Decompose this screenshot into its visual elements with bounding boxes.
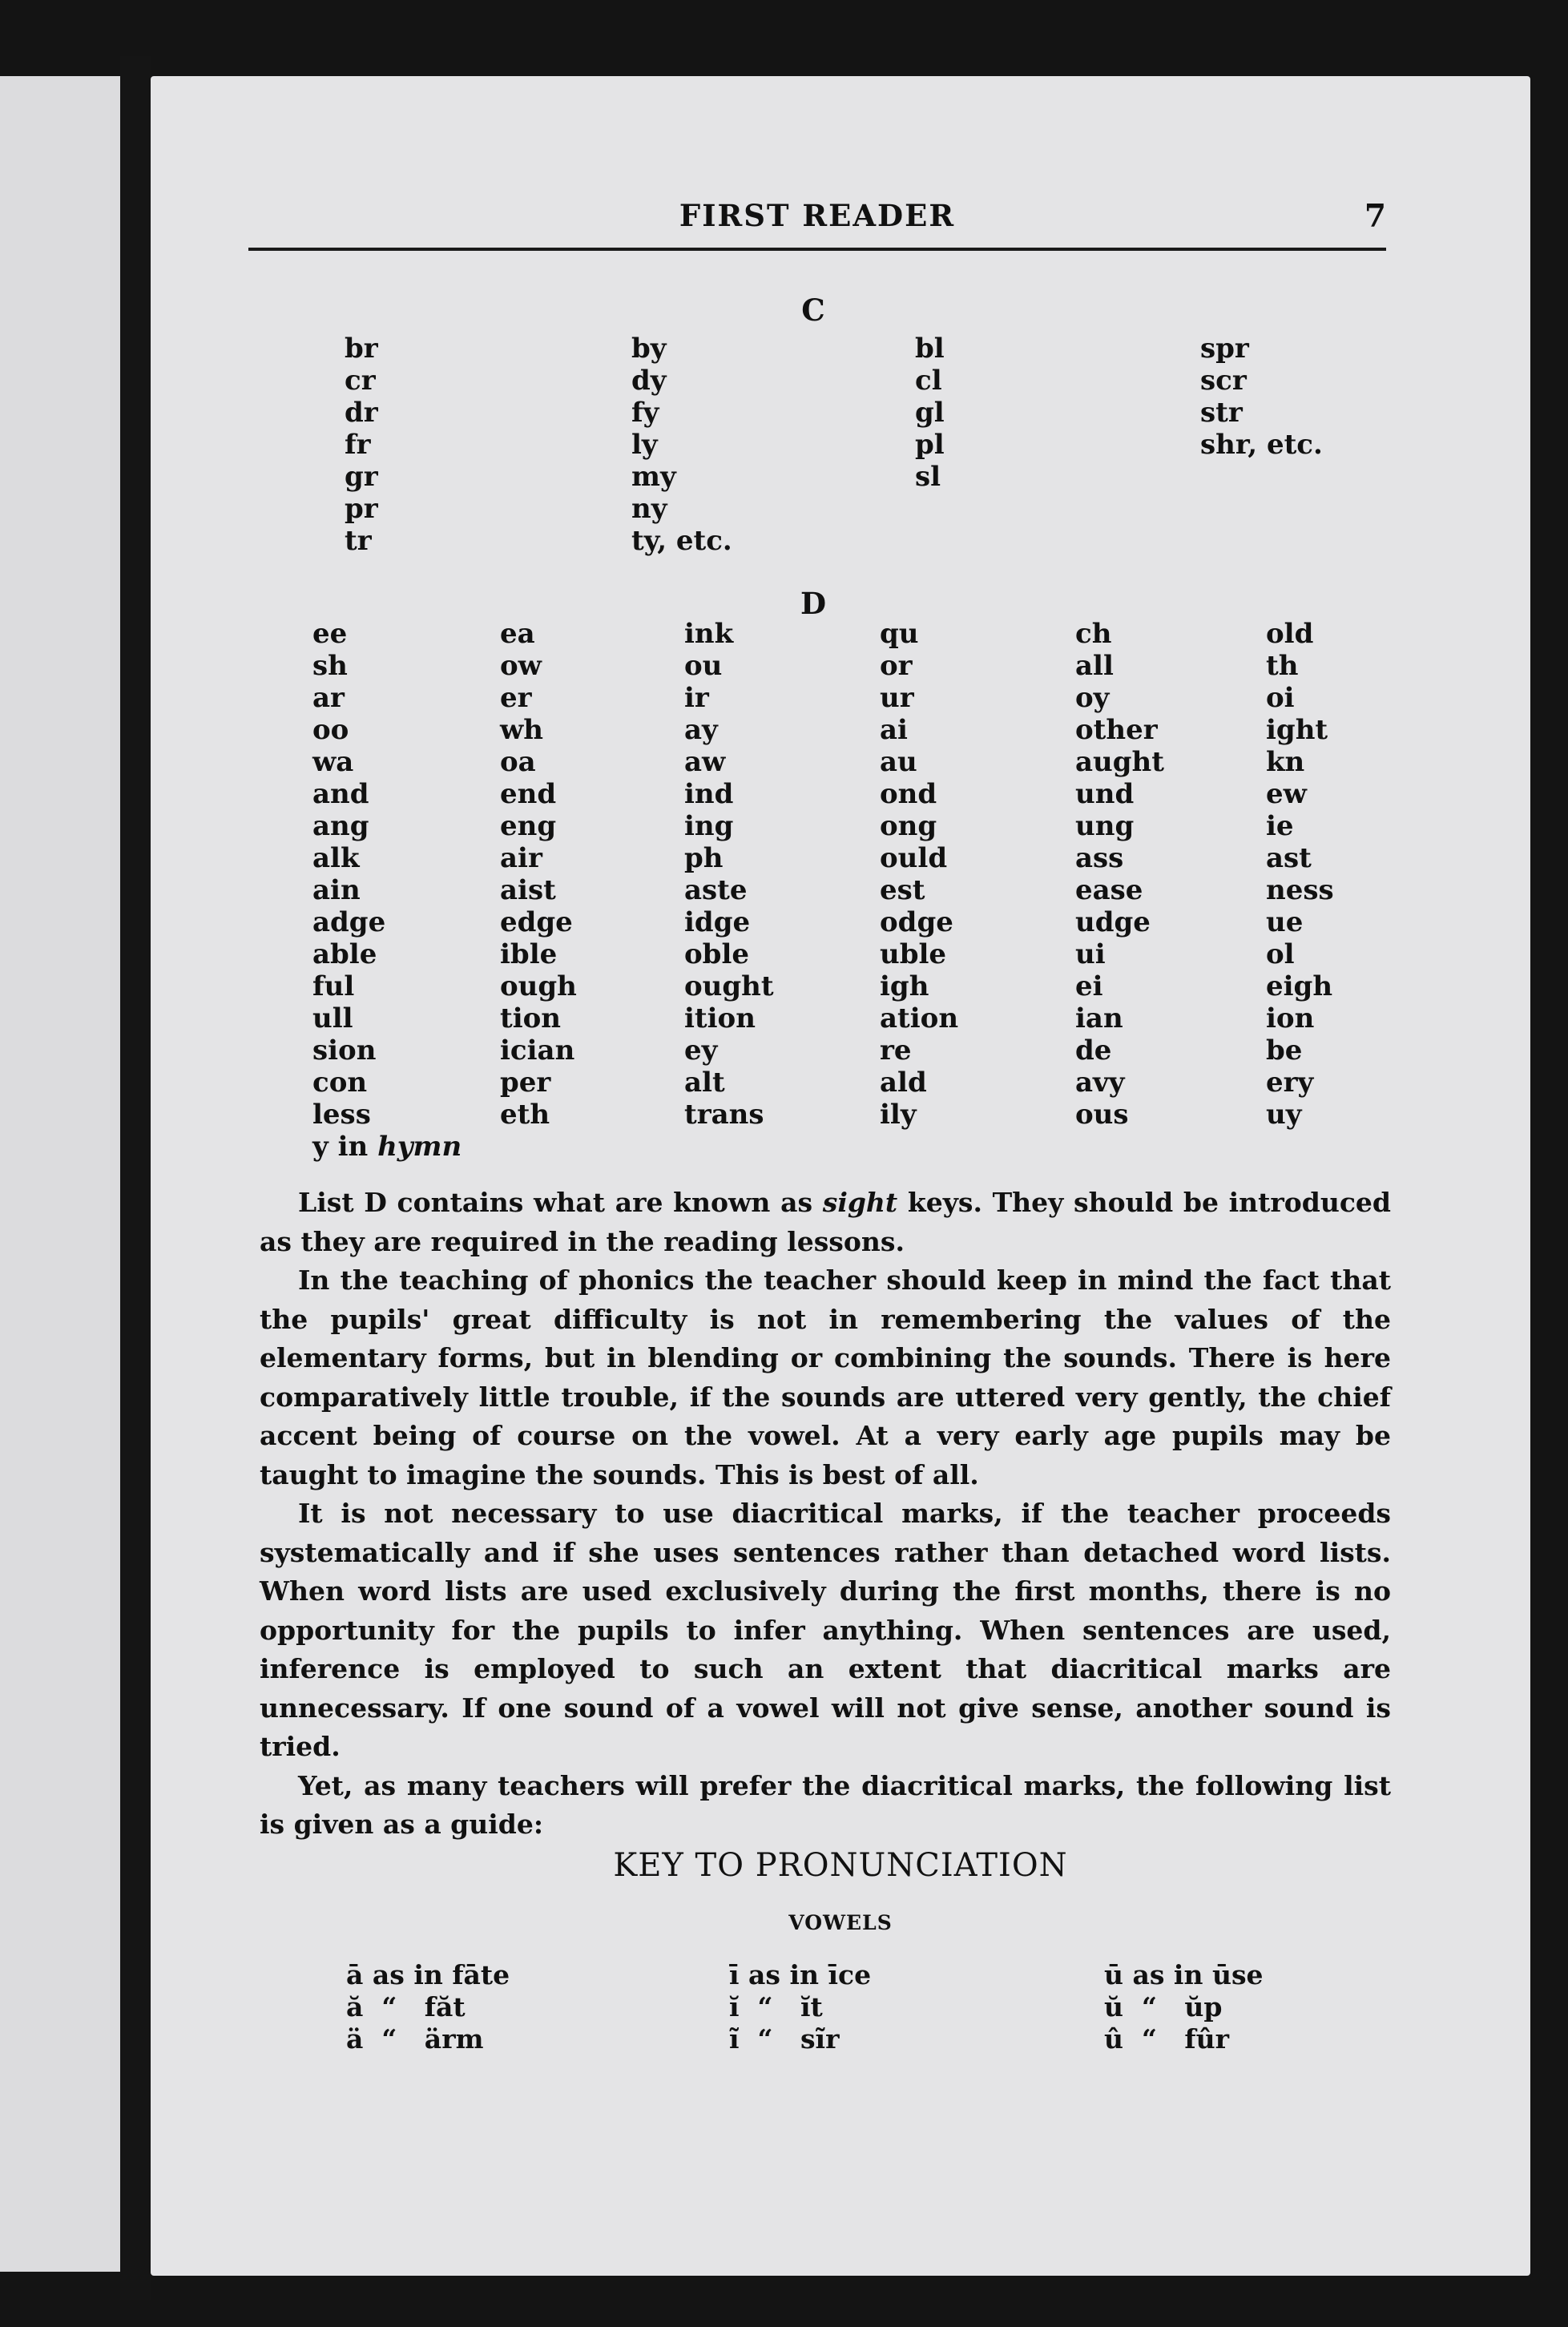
list-item: or [880, 650, 913, 682]
list-item: eth [500, 1099, 550, 1131]
list-item: ph [684, 842, 724, 874]
list-item: fy [631, 397, 659, 429]
list-item: sl [915, 461, 941, 493]
list-item: ow [500, 650, 542, 682]
list-item: ung [1075, 810, 1135, 842]
key-row: ŭ “ ŭp [1104, 1991, 1223, 2023]
list-item: qu [880, 618, 919, 650]
footnote-prefix: y in [312, 1131, 378, 1163]
key-row: ī as in īce [729, 1959, 872, 1990]
list-item: ue [1266, 906, 1304, 938]
list-item: per [500, 1067, 551, 1099]
list-item: ty, etc. [631, 525, 732, 557]
list-item: ir [684, 682, 709, 714]
list-item: shr, etc. [1200, 429, 1323, 461]
list-item: er [500, 682, 532, 714]
list-item: ey [684, 1034, 718, 1067]
list-item: kn [1266, 746, 1305, 778]
list-item: aw [684, 746, 726, 778]
list-item: ful [312, 970, 355, 1002]
section-d-column [500, 618, 577, 1131]
section-d-column [312, 618, 462, 1163]
list-item: ui [1075, 938, 1106, 970]
section-d-column [684, 618, 774, 1131]
list-item: ought [684, 970, 774, 1002]
list-item: ian [1075, 1002, 1123, 1034]
list-item: end [500, 778, 557, 810]
list-item: ald [880, 1067, 927, 1099]
paragraph [260, 1184, 1391, 1261]
list-item: ind [684, 778, 734, 810]
list-item: aught [1075, 746, 1164, 778]
list-item: str [1200, 397, 1243, 429]
list-item: avy [1075, 1067, 1125, 1099]
paragraph-text: List D contains what are known as [298, 1187, 823, 1218]
list-item: ery [1266, 1067, 1314, 1099]
list-item: ight [1266, 714, 1328, 746]
list-item: ain [312, 874, 361, 906]
list-item: ond [880, 778, 937, 810]
list-item: ol [1266, 938, 1295, 970]
list-item: wa [312, 746, 354, 778]
list-item: trans [684, 1099, 764, 1131]
key-row: ä “ ärm [346, 2023, 484, 2055]
list-item: cl [915, 365, 942, 397]
section-d-label: D [800, 586, 827, 621]
list-item: udge [1075, 906, 1151, 938]
list-item: scr [1200, 365, 1247, 397]
list-item: ang [312, 810, 369, 842]
list-item: adge [312, 906, 386, 938]
list-item: cr [345, 365, 376, 397]
list-item: und [1075, 778, 1135, 810]
list-item: tr [345, 525, 372, 557]
list-item: ily [880, 1099, 917, 1131]
list-item: con [312, 1067, 368, 1099]
list-item: ation [880, 1002, 959, 1034]
body-text [260, 1184, 1391, 1845]
list-item: dr [345, 397, 378, 429]
section-c-column [1200, 333, 1323, 461]
page [151, 76, 1530, 2276]
list-item: ai [880, 714, 908, 746]
key-column [1104, 1959, 1264, 2055]
section-d-column [880, 618, 958, 1131]
list-item: ease [1075, 874, 1143, 906]
list-item: ast [1266, 842, 1312, 874]
list-item: ch [1075, 618, 1112, 650]
page-number: 7 [1364, 198, 1386, 235]
list-item: oa [500, 746, 536, 778]
list-item: br [345, 333, 378, 365]
list-item: ew [1266, 778, 1307, 810]
list-item: ous [1075, 1099, 1129, 1131]
list-item: uble [880, 938, 947, 970]
list-item: and [312, 778, 369, 810]
section-d-footnote [312, 1131, 462, 1163]
list-item: ible [500, 938, 558, 970]
section-c-column [915, 333, 945, 493]
list-item: ou [684, 650, 723, 682]
list-item: igh [880, 970, 929, 1002]
section-c-column [631, 333, 732, 557]
key-title: KEY TO PRONUNCIATION [613, 1847, 1068, 1884]
list-item: alk [312, 842, 360, 874]
list-item: old [1266, 618, 1314, 650]
key-row: ū as in ūse [1104, 1959, 1264, 1990]
list-item: oble [684, 938, 749, 970]
list-item: air [500, 842, 542, 874]
list-item: bl [915, 333, 945, 365]
list-item: other [1075, 714, 1158, 746]
book-gutter [120, 56, 151, 2300]
list-item: fr [345, 429, 371, 461]
section-c-column [345, 333, 378, 557]
key-row: ĩ “ sĩr [729, 2023, 840, 2055]
page-header [248, 198, 1386, 246]
paragraph: In the teaching of phonics the teacher should keep in mind the fact that the pupils' great difficulty is not in remembering the values of the elementary forms, but in blending or combining the sounds. There is here comparatively little trouble, if the sounds are uttered very gently, the chief accent being of course on the vowel. At a very early age pupils may be taught to imagine the sounds. This is best of all. [260, 1264, 1391, 1490]
list-item: ull [312, 1002, 353, 1034]
footnote-italic-word: hymn [377, 1131, 462, 1163]
key-row: ā as in fāte [346, 1959, 510, 1990]
key-column [346, 1959, 510, 2055]
list-item: ician [500, 1034, 575, 1067]
key-row: û “ fûr [1104, 2023, 1229, 2055]
list-item: tion [500, 1002, 562, 1034]
list-item: aste [684, 874, 748, 906]
list-item: th [1266, 650, 1299, 682]
list-item: spr [1200, 333, 1249, 365]
list-item: ong [880, 810, 937, 842]
list-item: ny [631, 493, 667, 525]
list-item: oo [312, 714, 349, 746]
list-item: eng [500, 810, 557, 842]
list-item: ea [500, 618, 535, 650]
list-item: able [312, 938, 377, 970]
section-d-column [1075, 618, 1164, 1131]
list-item: all [1075, 650, 1114, 682]
key-subtitle: VOWELS [788, 1911, 893, 1934]
list-item: est [880, 874, 925, 906]
list-item: de [1075, 1034, 1112, 1067]
list-item: ness [1266, 874, 1334, 906]
list-item: ass [1075, 842, 1124, 874]
list-item: ion [1266, 1002, 1315, 1034]
list-item: oy [1075, 682, 1110, 714]
list-item: gl [915, 397, 945, 429]
list-item: sion [312, 1034, 377, 1067]
list-item: eigh [1266, 970, 1333, 1002]
italic-word: sight [822, 1187, 898, 1218]
section-c-label: C [801, 292, 825, 328]
list-item: ly [631, 429, 658, 461]
list-item: sh [312, 650, 348, 682]
list-item: uy [1266, 1099, 1302, 1131]
list-item: aist [500, 874, 556, 906]
list-item: my [631, 461, 676, 493]
list-item: ough [500, 970, 577, 1002]
section-d-column [1266, 618, 1334, 1131]
list-item: pl [915, 429, 945, 461]
paragraph: It is not necessary to use diacritical marks, if the teacher proceeds systematically and if she uses sentences rather than detached word lists. When word lists are used exclusively during the first months, there is no opportunity for the pupils to infer anything. When sentences are used, inference is employed to such an extent that diacritical marks are unnecessary. If one sound of a vowel will not give sense, another sound is tried. [260, 1498, 1391, 1762]
key-row: ĭ “ ĭt [729, 1991, 823, 2023]
paragraph: Yet, as many teachers will prefer the diacritical marks, the following list is given as a guide: [260, 1769, 1391, 1840]
list-item: wh [500, 714, 543, 746]
list-item: ing [684, 810, 734, 842]
header-rule [248, 248, 1386, 251]
list-item: ar [312, 682, 345, 714]
list-item: alt [684, 1067, 725, 1099]
list-item: gr [345, 461, 378, 493]
list-item: au [880, 746, 917, 778]
list-item: ie [1266, 810, 1294, 842]
key-column [729, 1959, 871, 2055]
facing-page-edge [0, 76, 120, 2272]
list-item: re [880, 1034, 912, 1067]
list-item: idge [684, 906, 751, 938]
list-item: ur [880, 682, 914, 714]
list-item: less [312, 1099, 371, 1131]
list-item: be [1266, 1034, 1303, 1067]
list-item: dy [631, 365, 667, 397]
list-item: by [631, 333, 667, 365]
list-item: ei [1075, 970, 1103, 1002]
list-item: ee [312, 618, 348, 650]
list-item: odge [880, 906, 953, 938]
running-head: FIRST READER [679, 198, 956, 233]
list-item: pr [345, 493, 378, 525]
key-row: ă “ făt [346, 1991, 466, 2023]
list-item: ould [880, 842, 948, 874]
list-item: edge [500, 906, 573, 938]
paragraph-text: keys. They should be introduced as they are required in the reading lessons. [260, 1187, 1392, 1257]
list-item: oi [1266, 682, 1295, 714]
list-item: ition [684, 1002, 756, 1034]
list-item: ink [684, 618, 734, 650]
list-item: ay [684, 714, 718, 746]
